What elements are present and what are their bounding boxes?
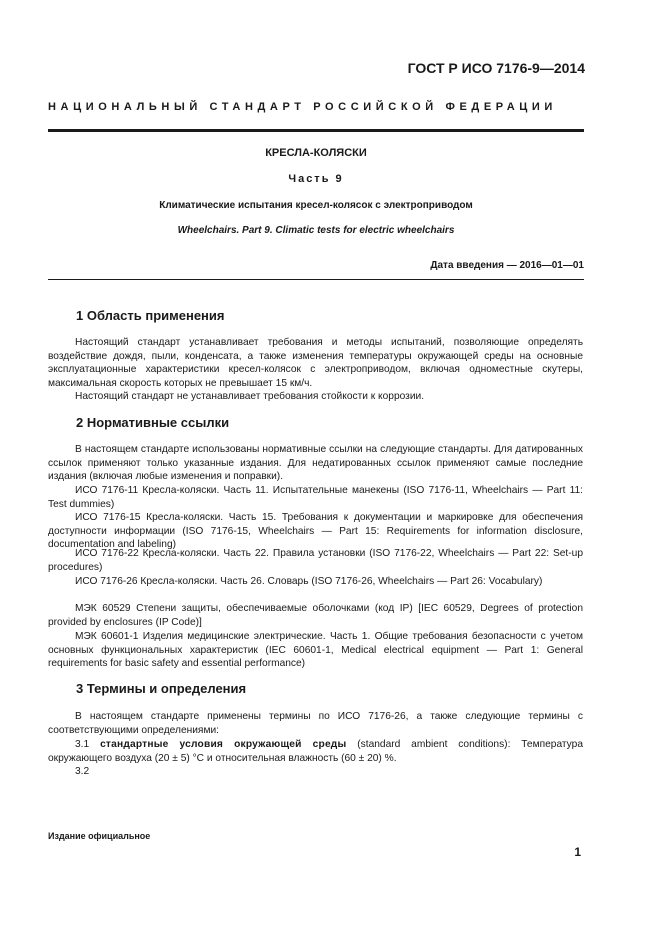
document-title: КРЕСЛА-КОЛЯСКИ [265, 147, 367, 159]
page-number: 1 [574, 845, 581, 859]
reference-iso-7176-15: ИСО 7176-15 Кресла-коляски. Часть 15. Требования к документации и маркировке для обеспечения доступности информации (ISO 7176-15, Wheelchairs — Part 15: Requirements for information disclosure, documentation and labeling) [48, 512, 583, 551]
national-standard-banner: НАЦИОНАЛЬНЫЙ СТАНДАРТ РОССИЙСКОЙ ФЕДЕРАЦИИ [48, 101, 557, 113]
introduction-date: Дата введения — 2016—01—01 [430, 260, 584, 271]
reference-iec-60529: МЭК 60529 Степени защиты, обеспечиваемые оболочками (код IP) [IEC 60529, Degrees of protection provided by enclosures (IP Code)] [48, 603, 583, 628]
reference-iso-7176-11: ИСО 7176-11 Кресла-коляски. Часть 11. Испытательные манекены (ISO 7176-11, Wheelchairs — Part 11: Test dummies) [48, 485, 583, 510]
section-3-paragraph-1: В настоящем стандарте применены термины по ИСО 7176-26, а также следующие термины с соответствующими определениями: [48, 711, 583, 736]
section-1-paragraph-1: Настоящий стандарт устанавливает требования и методы испытаний, позволяющие определять воздействие дождя, пыли, конденсата, а также изменения температуры окружающей среды на основные эксплуатационные характеристики кресел-колясок с электроприводом, включая одноместные скутеры, максимальная скорость которых не превышает 15 км/ч. [48, 337, 583, 390]
subtitle-ru: Климатические испытания кресел-колясок с электроприводом [159, 200, 473, 211]
document-code: ГОСТ Р ИСО 7176-9—2014 [407, 60, 585, 76]
subtitle-en: Wheelchairs. Part 9. Climatic tests for electric wheelchairs [177, 225, 455, 236]
section-3-heading: 3 Термины и определения [76, 681, 247, 696]
official-edition-label: Издание официальное [48, 831, 151, 841]
reference-iso-7176-26: ИСО 7176-26 Кресла-коляски. Часть 26. Словарь (ISO 7176-26, Wheelchairs — Part 26: Vocabulary) [75, 576, 543, 587]
section-1-heading: 1 Область применения [76, 308, 225, 323]
part-label: Часть 9 [288, 173, 344, 185]
section-2-paragraph-1: В настоящем стандарте использованы нормативные ссылки на следующие стандарты. Для датированных ссылок применяют только указанные издания. Для недатированных ссылок применяют самые последние издания (включая любые изменения и поправки). [48, 444, 583, 483]
date-rule [48, 279, 584, 280]
reference-iso-7176-22: ИСО 7176-22 Кресла-коляски. Часть 22. Правила установки (ISO 7176-22, Wheelchairs — Part 22: Set-up procedures) [48, 548, 583, 573]
section-2-heading: 2 Нормативные ссылки [76, 415, 230, 430]
header-rule [48, 129, 584, 132]
section-1-paragraph-2: Настоящий стандарт не устанавливает требования стойкости к коррозии. [75, 391, 425, 402]
term-3-2: 3.2 [75, 766, 90, 777]
term-3-1: 3.1 стандартные условия окружающей среды (standard ambient conditions): Температура окружающего воздуха (20 ± 5) °С и относительная влажность (60 ± 20) %. [48, 739, 583, 764]
reference-iec-60601-1: МЭК 60601-1 Изделия медицинские электрические. Часть 1. Общие требования безопасности с учетом основных функциональных характеристик (IEC 60601-1, Medical electrical equipment — Part 1: General requirements for basic safety and essential performance) [48, 631, 583, 670]
term-3-1-name: стандартные условия окружающей среды [100, 739, 347, 750]
